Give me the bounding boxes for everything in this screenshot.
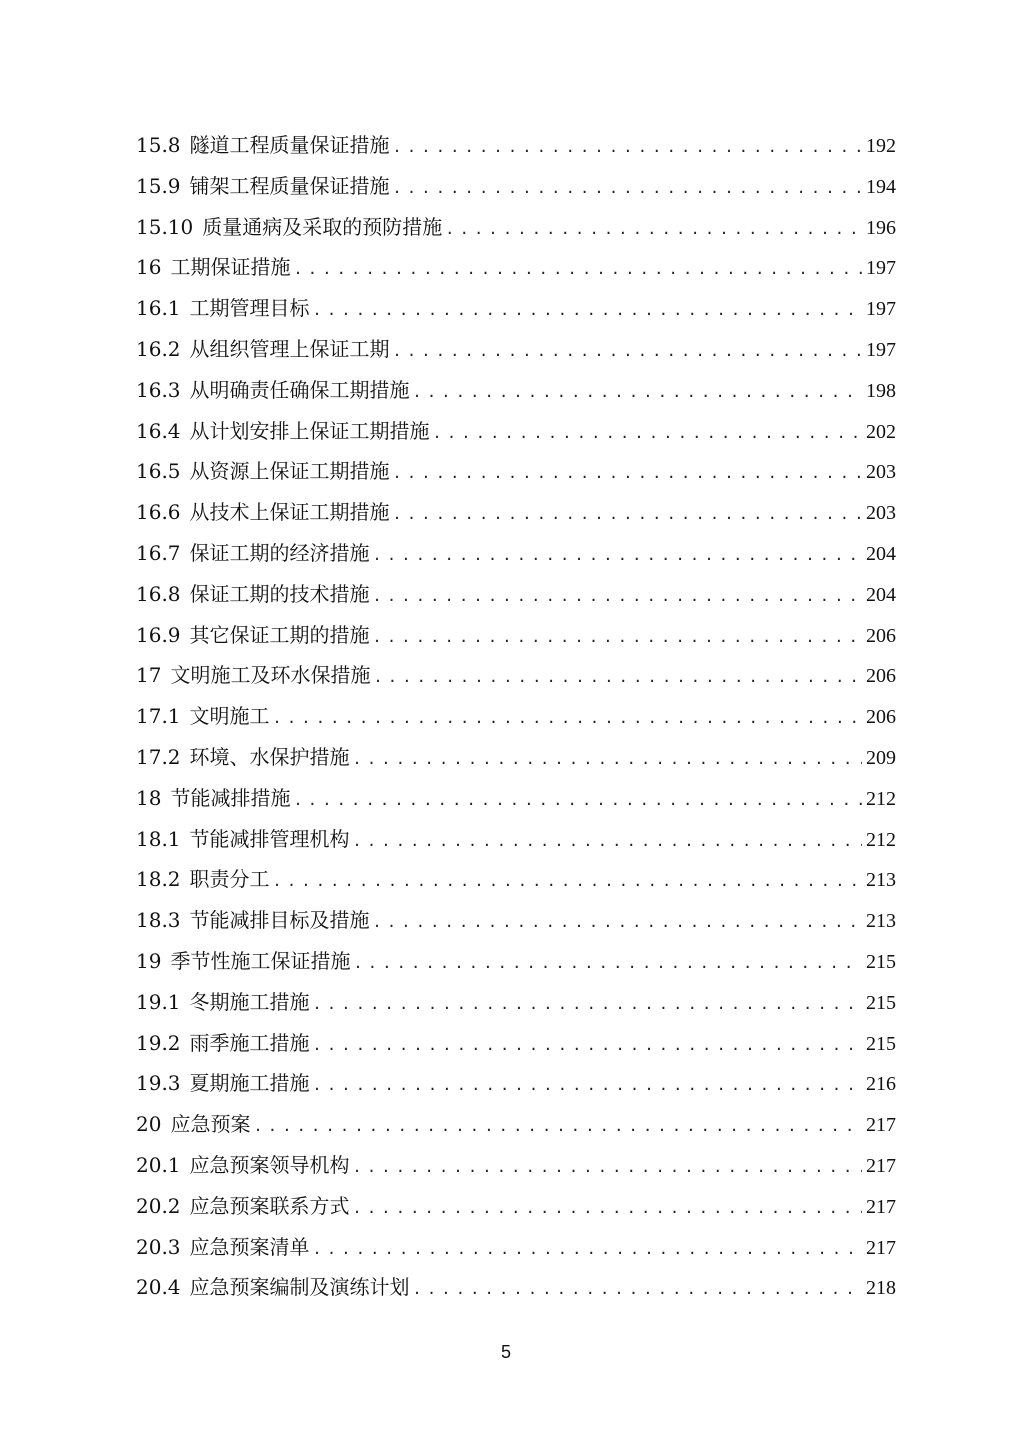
toc-entry-title: 节能减排管理机构 (189, 826, 350, 851)
toc-entry[interactable] (136, 411, 896, 452)
toc-entry-page: 196 (866, 216, 896, 239)
toc-entry-page: 215 (866, 950, 896, 973)
toc-entry-number: 16.9 (136, 622, 181, 647)
toc-entry-page: 218 (866, 1277, 896, 1300)
toc-entry[interactable] (136, 533, 896, 574)
toc-entry-title: 季节性施工保证措施 (170, 948, 351, 973)
toc-dot-leader (313, 1065, 862, 1106)
toc-entry-title: 环境、水保护措施 (189, 744, 350, 769)
toc-dot-leader (353, 739, 862, 780)
toc-entry-page: 192 (866, 135, 896, 157)
toc-dot-leader (313, 1025, 862, 1066)
toc-dot-leader (313, 1229, 862, 1270)
toc-entry-page: 204 (866, 583, 896, 606)
toc-entry-title: 隧道工程质量保证措施 (189, 133, 390, 157)
toc-entry-page: 198 (866, 379, 896, 402)
toc-entry-title: 应急预案 (170, 1112, 251, 1137)
toc-entry-number: 16.3 (136, 377, 181, 402)
toc-entry-number: 16.1 (136, 296, 181, 321)
toc-entry-number: 20.2 (136, 1193, 181, 1218)
toc-dot-leader (273, 698, 862, 739)
toc-entry-page: 203 (866, 461, 896, 484)
toc-entry-number: 15.10 (136, 214, 194, 239)
toc-entry-page: 197 (866, 338, 896, 361)
toc-entry-number: 20.1 (136, 1152, 181, 1177)
toc-dot-leader (393, 168, 862, 209)
toc-dot-leader (353, 821, 862, 862)
toc-entry-number: 16.7 (136, 540, 181, 565)
toc-entry-title: 工期保证措施 (170, 255, 291, 280)
toc-entry-title: 应急预案联系方式 (189, 1193, 350, 1218)
toc-entry[interactable] (136, 1227, 896, 1268)
toc-entry[interactable] (136, 615, 896, 656)
toc-entry-page: 217 (866, 1236, 896, 1259)
toc-dot-leader (373, 902, 862, 943)
toc-entry-title: 应急预案清单 (189, 1234, 310, 1259)
toc-entry[interactable] (136, 1104, 896, 1145)
toc-entry[interactable] (136, 859, 896, 900)
toc-dot-leader (445, 209, 862, 250)
toc-entry-number: 20 (136, 1112, 162, 1137)
toc-entry-title: 冬期施工措施 (189, 989, 310, 1014)
toc-entry-page: 194 (866, 175, 896, 198)
toc-entry-number: 17.2 (136, 744, 181, 769)
toc-entry-number: 20.4 (136, 1275, 181, 1300)
toc-entry-number: 18 (136, 785, 162, 810)
toc-entry-title: 雨季施工措施 (189, 1030, 310, 1055)
toc-dot-leader (413, 372, 862, 413)
toc-entry[interactable] (136, 247, 896, 288)
toc-dot-leader (373, 657, 862, 698)
toc-entry-title: 应急预案编制及演练计划 (189, 1275, 410, 1300)
toc-entry-number: 16.2 (136, 336, 181, 361)
toc-dot-leader (373, 576, 862, 617)
toc-entry-number: 17.1 (136, 704, 181, 729)
toc-entry[interactable] (136, 288, 896, 329)
toc-entry-page: 213 (866, 910, 896, 933)
toc-dot-leader (393, 494, 862, 535)
toc-entry-number: 18.2 (136, 867, 181, 892)
toc-entry-page: 217 (866, 1154, 896, 1177)
toc-dot-leader (393, 453, 862, 494)
toc-entry[interactable] (136, 982, 896, 1023)
toc-entry-title: 保证工期的经济措施 (189, 540, 370, 565)
toc-entry-page: 204 (866, 542, 896, 565)
toc-entry-title: 节能减排目标及措施 (189, 908, 370, 933)
toc-entry-title: 铺架工程质量保证措施 (189, 173, 390, 198)
toc-entry[interactable] (136, 1145, 896, 1186)
toc-entry-title: 从资源上保证工期措施 (189, 459, 390, 484)
table-of-contents (136, 125, 896, 1308)
toc-dot-leader (433, 413, 862, 454)
toc-entry-number: 16.5 (136, 459, 181, 484)
toc-dot-leader (393, 127, 862, 168)
toc-entry-page: 197 (866, 298, 896, 321)
toc-entry[interactable] (136, 900, 896, 941)
toc-dot-leader (353, 1147, 862, 1188)
toc-dot-leader (253, 1106, 862, 1147)
toc-entry-number: 17 (136, 663, 162, 688)
toc-entry[interactable] (136, 207, 896, 248)
toc-dot-leader (313, 290, 862, 331)
toc-entry[interactable] (136, 329, 896, 370)
toc-entry[interactable] (136, 778, 896, 819)
toc-entry-title: 从技术上保证工期措施 (189, 500, 390, 525)
toc-entry[interactable] (136, 125, 896, 166)
toc-entry-number: 15.9 (136, 173, 181, 198)
toc-entry[interactable] (136, 655, 896, 696)
toc-entry[interactable] (136, 941, 896, 982)
toc-entry-page: 197 (866, 257, 896, 280)
toc-entry-page: 206 (866, 665, 896, 688)
toc-entry-title: 文明施工及环水保措施 (170, 663, 371, 688)
toc-entry-number: 16.8 (136, 581, 181, 606)
toc-entry[interactable] (136, 492, 896, 533)
toc-dot-leader (393, 331, 862, 372)
toc-entry[interactable] (136, 737, 896, 778)
toc-entry[interactable] (136, 1023, 896, 1064)
toc-entry[interactable] (136, 696, 896, 737)
toc-entry-title: 从明确责任确保工期措施 (189, 377, 410, 402)
toc-entry-page: 212 (866, 828, 896, 851)
toc-entry-title: 其它保证工期的措施 (189, 622, 370, 647)
toc-entry-number: 16 (136, 255, 162, 280)
toc-entry-title: 从组织管理上保证工期 (189, 336, 390, 361)
toc-dot-leader (353, 943, 862, 984)
toc-entry-page: 206 (866, 706, 896, 729)
toc-entry-number: 19.1 (136, 989, 181, 1014)
toc-entry-page: 215 (866, 991, 896, 1014)
toc-entry-number: 19.3 (136, 1071, 181, 1096)
toc-entry-number: 15.8 (136, 133, 181, 157)
toc-entry[interactable] (136, 574, 896, 615)
toc-entry[interactable] (136, 1063, 896, 1104)
toc-entry-number: 20.3 (136, 1234, 181, 1259)
toc-entry-number: 18.1 (136, 826, 181, 851)
toc-entry-page: 216 (866, 1073, 896, 1096)
toc-entry[interactable] (136, 1186, 896, 1227)
page-number: 5 (500, 1342, 511, 1362)
toc-dot-leader (273, 861, 862, 902)
toc-entry-page: 215 (866, 1032, 896, 1055)
toc-entry-title: 质量通病及采取的预防措施 (202, 214, 443, 239)
toc-entry-title: 工期管理目标 (189, 296, 310, 321)
toc-dot-leader (373, 617, 862, 658)
toc-dot-leader (373, 535, 862, 576)
toc-entry-page: 212 (866, 787, 896, 810)
toc-entry-page: 217 (866, 1195, 896, 1218)
toc-entry-page: 202 (866, 420, 896, 443)
toc-entry[interactable] (136, 166, 896, 207)
toc-entry[interactable] (136, 370, 896, 411)
toc-dot-leader (293, 780, 862, 821)
toc-entry-number: 19.2 (136, 1030, 181, 1055)
toc-entry-number: 19 (136, 948, 162, 973)
toc-entry-title: 保证工期的技术措施 (189, 581, 370, 606)
toc-entry[interactable] (136, 1267, 896, 1308)
toc-entry-page: 209 (866, 746, 896, 769)
toc-entry-page: 203 (866, 502, 896, 525)
toc-entry-page: 206 (866, 624, 896, 647)
toc-dot-leader (353, 1188, 862, 1229)
toc-entry-number: 16.6 (136, 500, 181, 525)
toc-dot-leader (293, 249, 862, 290)
toc-dot-leader (413, 1269, 862, 1310)
toc-dot-leader (313, 984, 862, 1025)
toc-entry[interactable] (136, 451, 896, 492)
toc-entry-title: 节能减排措施 (170, 785, 291, 810)
toc-entry[interactable] (136, 819, 896, 860)
toc-entry-page: 213 (866, 869, 896, 892)
toc-entry-title: 文明施工 (189, 704, 270, 729)
toc-entry-title: 职责分工 (189, 867, 270, 892)
toc-entry-title: 应急预案领导机构 (189, 1152, 350, 1177)
toc-entry-number: 16.4 (136, 418, 181, 443)
toc-entry-title: 夏期施工措施 (189, 1071, 310, 1096)
toc-entry-number: 18.3 (136, 908, 181, 933)
toc-entry-title: 从计划安排上保证工期措施 (189, 418, 430, 443)
toc-entry-page: 217 (866, 1114, 896, 1137)
